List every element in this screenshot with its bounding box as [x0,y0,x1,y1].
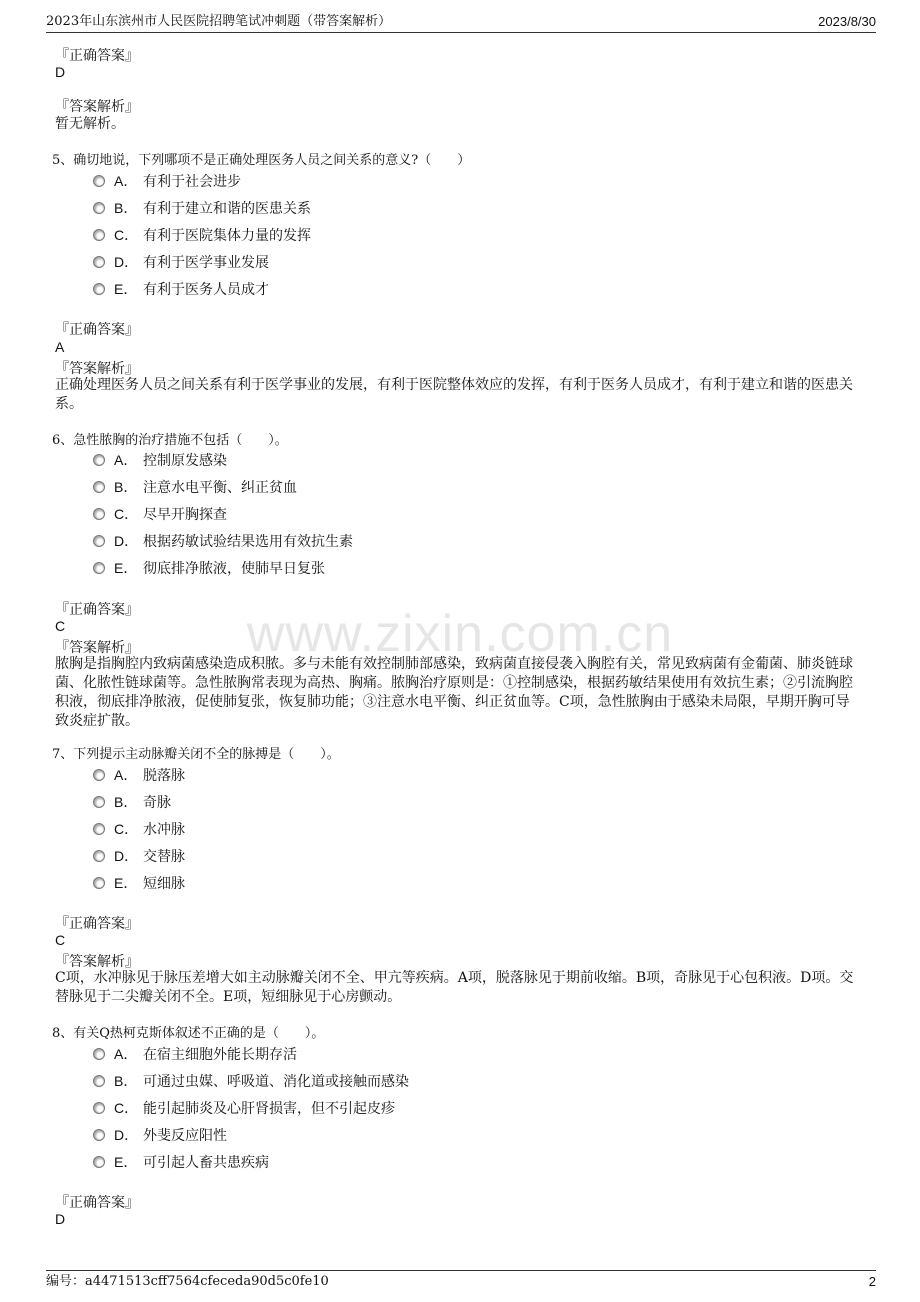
radio-icon[interactable] [93,508,105,520]
question-stem: 7、下列提示主动脉瓣关闭不全的脉搏是（ ）。 [52,747,340,762]
document-date: 2023/8/30 [818,14,876,29]
radio-icon[interactable] [93,877,105,889]
explanation-label: 『答案解析』 [55,361,139,377]
explanation-text: 正确处理医务人员之间关系有利于医学事业的发展，有利于医院整体效应的发挥，有利于医务人员成才，有利于建立和谐的医患关系。 [55,377,853,412]
correct-answer-label: 『正确答案』 [55,48,139,64]
page-number: 2 [868,1274,876,1289]
explanation-text: C项，水冲脉见于脉压差增大如主动脉瓣关闭不全、甲亢等疾病。A项，脱落脉见于期前收缩。B项，奇脉见于心包积液。D项。交替脉见于二尖瓣关闭不全。E项，短细脉见于心房颤动。 [55,970,854,1005]
radio-icon[interactable] [93,202,105,214]
correct-answer-label: 『正确答案』 [55,322,139,338]
radio-icon[interactable] [93,562,105,574]
correct-answer-label: 『正确答案』 [55,1195,139,1211]
radio-icon[interactable] [93,1102,105,1114]
radio-icon[interactable] [93,1129,105,1141]
correct-answer-label: 『正确答案』 [55,916,139,932]
explanation-label: 『答案解析』 [55,954,139,970]
page-header [46,12,876,33]
page-footer [46,1270,876,1289]
radio-icon[interactable] [93,454,105,466]
radio-icon[interactable] [93,769,105,781]
correct-answer-label: 『正确答案』 [55,602,139,618]
radio-icon[interactable] [93,796,105,808]
question-stem: 5、确切地说，下列哪项不是正确处理医务人员之间关系的意义?（ ） [52,153,471,168]
correct-answer-value: D [55,1211,66,1227]
question-stem: 6、急性脓胸的治疗措施不包括（ ）。 [52,433,288,448]
radio-icon[interactable] [93,1156,105,1168]
radio-icon[interactable] [93,823,105,835]
watermark: www.zixin.com.cn [246,605,674,663]
radio-icon[interactable] [93,229,105,241]
radio-icon[interactable] [93,256,105,268]
radio-icon[interactable] [93,175,105,187]
explanation-text: 暂无解析。 [55,116,125,132]
correct-answer-value: C [55,618,66,634]
question-stem: 8、有关Q热柯克斯体叙述不正确的是（ ）。 [52,1026,325,1041]
radio-icon[interactable] [93,481,105,493]
explanation-label: 『答案解析』 [55,99,139,115]
radio-icon[interactable] [93,283,105,295]
radio-icon[interactable] [93,1075,105,1087]
explanation-label: 『答案解析』 [55,640,139,656]
explanation-text: 脓胸是指胸腔内致病菌感染造成积脓。多与未能有效控制肺部感染，致病菌直接侵袭入胸腔有关，常见致病菌有金葡菌、肺炎链球菌、化脓性链球菌等。急性脓胸常表现为高热、胸痛。脓胸治疗原则是：①控制感染，根据药敏结果使用有效抗生素；②引流胸腔积液，彻底排净脓液，促使肺复张，恢复肺功能；③注意水电平衡、纠正贫血等。C项，急性脓胸由于感染未局限，早期开胸可导致炎症扩散。 [55,656,853,729]
document-code: 编号：a4471513cff7564cfeceda90d5c0fe10 [46,1274,329,1289]
correct-answer-value: A [55,339,65,355]
radio-icon[interactable] [93,535,105,547]
correct-answer-value: D [55,64,66,80]
radio-icon[interactable] [93,850,105,862]
radio-icon[interactable] [93,1048,105,1060]
document-title: 2023年山东滨州市人民医院招聘笔试冲刺题（带答案解析） [46,14,392,29]
correct-answer-value: C [55,932,66,948]
